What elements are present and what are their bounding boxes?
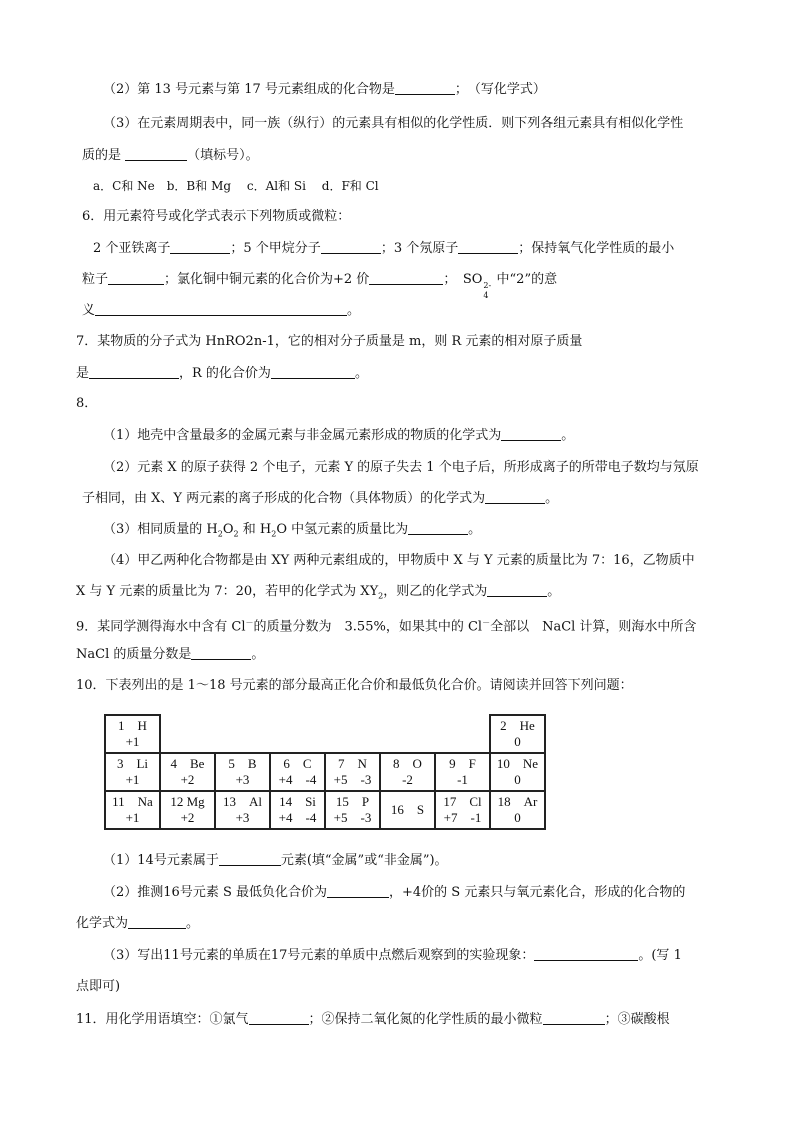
q7-line2: 是 ，R 的化合价为 。	[76, 366, 368, 381]
element-valence: 0	[514, 734, 521, 749]
element-cell	[435, 753, 490, 791]
element-valence: +5 -3	[333, 810, 372, 825]
answer-blank[interactable]	[125, 147, 187, 161]
q6-line3: 义 。	[82, 303, 361, 318]
element-cell	[325, 753, 380, 791]
element-cell	[490, 791, 545, 829]
element-symbol: 13 Al	[222, 794, 262, 809]
q11-line1: 11．用化学用语填空：①氯气 ；②保持二氧化氮的化学性质的最小微粒 ；③碳酸根	[76, 1012, 670, 1027]
answer-blank[interactable]	[108, 271, 164, 285]
answer-blank[interactable]	[487, 583, 547, 597]
element-cell	[490, 753, 545, 791]
table-row	[105, 753, 545, 791]
answer-blank[interactable]	[395, 81, 455, 95]
element-symbol: 7 N	[338, 756, 367, 771]
element-cell	[490, 715, 545, 753]
q6-title: 6．用元素符号或化学式表示下列物质或微粒：	[82, 209, 351, 224]
element-symbol: 5 B	[228, 756, 257, 771]
element-cell	[105, 715, 160, 753]
element-cell	[325, 791, 380, 829]
element-valence: -1	[457, 772, 468, 787]
q5-sub3-line1: （3）在元素周期表中，同一族（纵行）的元素具有相似的化学性质．则下列各组元素具有相似化学性	[103, 116, 684, 131]
q7-line1: 7．某物质的分子式为 HnRO2n-1，它的相对分子质量是 m，则 R 元素的相对原子质量	[76, 334, 583, 349]
element-valence: +4 -4	[278, 772, 317, 787]
answer-blank[interactable]	[543, 1011, 605, 1025]
q8-sub1: （1）地壳中含量最多的金属元素与非金属元素形成的物质的化学式为 。	[103, 428, 575, 443]
element-symbol: 6 C	[283, 756, 312, 771]
element-valence: +1	[125, 734, 140, 749]
q6-line1: 2 个亚铁离子 ；5 个甲烷分子 ；3 个氖原子 ；保持氧气化学性质的最小	[93, 241, 675, 256]
q5-sub2: （2）第 13 号元素与第 17 号元素组成的化合物是 ； （写化学式）	[103, 82, 546, 97]
element-cell	[160, 753, 215, 791]
element-symbol: 9 F	[449, 756, 476, 771]
q9-line1: 9．某同学测得海水中含有 Cl－的质量分数为 3.55%，如果其中的 Cl－全部以 NaCl 计算，则海水中所含	[76, 618, 697, 635]
element-cell	[380, 753, 435, 791]
element-valence: +5 -3	[333, 772, 372, 787]
answer-blank[interactable]	[534, 947, 638, 961]
answer-blank[interactable]	[89, 365, 179, 379]
answer-blank[interactable]	[485, 490, 545, 504]
element-cell	[270, 791, 325, 829]
answer-blank[interactable]	[458, 240, 518, 254]
element-symbol: 8 O	[393, 756, 422, 771]
answer-blank[interactable]	[501, 427, 561, 441]
q8-sub4-line2: X 与 Y 元素的质量比为 7：20，若甲的化学式为 $XY_2$，则乙的化学式为 。	[76, 584, 561, 601]
element-valence: 0	[514, 810, 521, 825]
element-valence: -2	[402, 772, 413, 787]
element-symbol: 17 Cl	[443, 794, 482, 809]
answer-blank[interactable]	[219, 852, 281, 866]
element-symbol: 18 Ar	[497, 794, 538, 809]
q8-sub2-line2: 子相同，由 X、Y 两元素的离子形成的化合物（具体物质）的化学式为 。	[82, 491, 559, 506]
q6-line2: 粒子 ；氯化铜中铜元素的化合价为+2 价 ； SO 2- 4 中“2”的意	[82, 272, 558, 300]
element-valence: +2	[180, 810, 195, 825]
q8-sub4-line1: （4）甲乙两种化合物都是由 XY 两种元素组成的，甲物质中 X 与 Y 元素的质量比为 7：16，乙物质中	[103, 553, 695, 568]
element-symbol: 2 He	[500, 718, 535, 733]
element-symbol: 3 Li	[116, 756, 149, 771]
q5-options: a．C和 Ne b．B和 Mg c．Al和 Si d．F和 Cl	[93, 179, 379, 193]
answer-blank[interactable]	[249, 1011, 309, 1025]
q10-title: 10．下表列出的是 1～18 号元素的部分最高正化合价和最低负化合价。请阅读并回答下列问题：	[76, 678, 633, 693]
element-symbol: 12 Mg	[170, 794, 205, 809]
answer-blank[interactable]	[321, 240, 381, 254]
q8-title: 8．	[76, 396, 98, 411]
answer-blank[interactable]	[271, 365, 355, 379]
element-valence: +1	[125, 810, 140, 825]
element-cell	[105, 791, 160, 829]
q10-sub2-line1: （2）推测16号元素 S 最低负化合价为 ，+4价的 S 元素只与氧元素化合，形成的化合物的	[103, 885, 686, 900]
element-cell	[160, 791, 215, 829]
element-cell	[270, 753, 325, 791]
element-cell	[215, 791, 270, 829]
element-valence-table	[104, 714, 546, 830]
element-valence: +3	[235, 810, 250, 825]
answer-blank[interactable]	[191, 646, 251, 660]
element-symbol: 11 Na	[112, 794, 153, 809]
q10-sub3-line1: （3）写出11号元素的单质在17号元素的单质中点燃后观察到的实验现象： 。(写 1	[103, 948, 682, 963]
table-row	[105, 715, 545, 753]
q10-sub2-line2: 化学式为 。	[76, 916, 200, 931]
element-cell	[435, 791, 490, 829]
element-symbol: 10 Ne	[496, 756, 539, 771]
element-valence: +7 -1	[443, 810, 482, 825]
element-symbol: 14 Si	[279, 794, 316, 809]
element-valence: +2	[180, 772, 195, 787]
answer-blank[interactable]	[128, 915, 186, 929]
element-symbol: 4 Be	[170, 756, 205, 771]
q10-sub3-line2: 点即可)	[76, 979, 121, 994]
element-cell	[105, 753, 160, 791]
q8-sub3: （3）相同质量的 $H_2O_2$ 和 $H_2O$ 中氢元素的质量比为 。	[103, 522, 482, 539]
table-row	[105, 791, 545, 829]
element-valence: 0	[514, 772, 521, 787]
q9-line2: NaCl 的质量分数是 。	[76, 647, 265, 662]
q8-sub2-line1: （2）元素 X 的原子获得 2 个电子，元素 Y 的原子失去 1 个电子后，所形成离子的所带电子数均与氖原	[103, 460, 699, 475]
element-symbol: 15 P	[335, 794, 370, 809]
element-cell	[380, 791, 435, 829]
element-valence: +3	[235, 772, 250, 787]
answer-blank[interactable]	[369, 271, 443, 285]
element-cell	[215, 753, 270, 791]
answer-blank[interactable]	[170, 240, 230, 254]
q10-sub1: （1）14号元素属于 元素(填“金属”或“非金属”)。	[103, 853, 448, 868]
answer-blank[interactable]	[408, 521, 468, 535]
element-valence: +1	[125, 772, 140, 787]
element-valence: +4 -4	[278, 810, 317, 825]
answer-blank[interactable]	[95, 302, 347, 316]
table-gap	[160, 715, 490, 753]
q5-sub3-line2: 质的是 （填标号）。	[82, 148, 259, 163]
element-symbol: 1 H	[118, 718, 147, 733]
answer-blank[interactable]	[327, 884, 389, 898]
element-symbol: 16 S	[390, 802, 425, 817]
